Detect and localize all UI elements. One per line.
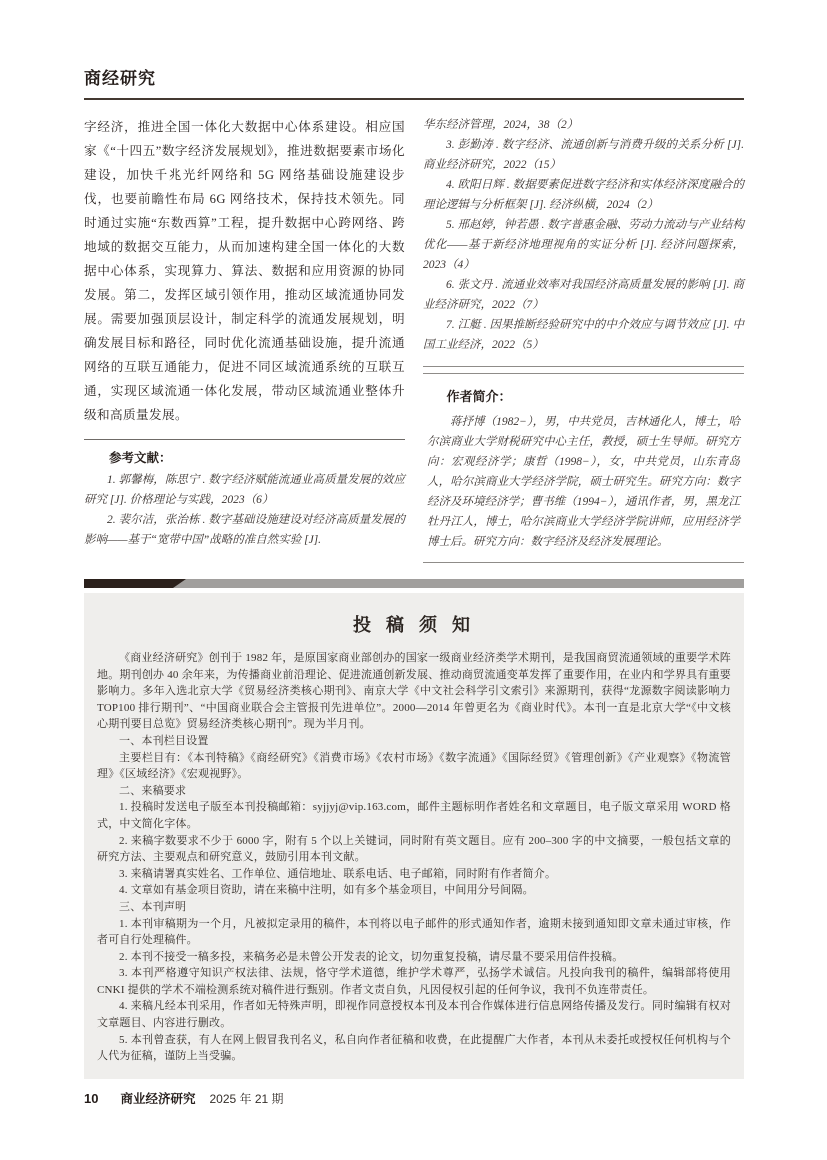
page-number: 10 [84,1091,99,1106]
reference-continuation: 华东经济管理，2024，38（2） [423,119,579,131]
notice-section-paragraphs [97,750,731,783]
author-box-bottom-rule [423,562,744,563]
references-divider [84,439,405,440]
notice-box [84,593,744,1079]
issue-label: 2025 年 21 期 [209,1092,284,1106]
notice-paragraph: 4. 来稿凡经本刊采用，作者如无特殊声明，即视作同意授权本刊及本刊合作媒体进行信息网络传播及发行。同时编辑有权对文章题目、内容进行删改。 [97,1000,731,1030]
notice-section-paragraphs [97,799,731,899]
author-box-top-rule [423,366,744,374]
notice-paragraph: 2. 来稿字数要求不少于 6000 字，附有 5 个以上关键词，同时附有英文题目。应有 200–300 字的中文摘要，一般包括文章的研究方法、主要观点和研究意义，鼓励引用本刊文献。 [97,834,731,864]
page-content [84,64,744,1079]
notice-paragraph: 3. 本刊严格遵守知识产权法律、法规，恪守学术道德，维护学术尊严，弘扬学术诚信。凡投向我刊的稿件，编辑部将使用 CNKI 提供的学术不端检测系统对稿件进行甄别。作者文责自负，凡因侵权引起的任何争议，我刊不负连带责任。 [97,967,731,996]
references-list-right [423,135,744,355]
article-columns [84,115,744,563]
notice-paragraph: 3. 来稿请署真实姓名、工作单位、通信地址、联系电话、电子邮箱，同时附有作者简介。 [119,867,557,880]
page-header [84,64,744,100]
reference-item: 6. 张文丹 . 流通业效率对我国经济高质量发展的影响 [J]. 商业经济研究，2022（7） [423,279,744,311]
notice-paragraph: 4. 文章如有基金项目资助，请在来稿中注明，如有多个基金项目，中间用分号间隔。 [119,884,534,897]
notice-paragraph: 1. 投稿时发送电子版至本刊投稿邮箱：syjjyj@vip.163.com，邮件主题标明作者姓名和文章题目，电子版文章采用 WORD 格式，中文简化字体。 [97,801,731,830]
notice-intro-paragraph: 《商业经济研究》创刊于 1982 年，是原国家商业部创办的国家一级商业经济类学术期刊，是我国商贸流通领域的重要学术阵地。期刊创办 40 余年来，为传播商业前沿理论、促进流通创新发展、推动商贸流通变革发挥了重要作用，在业内和学界具有重要影响力。多年入选北京大学《贸易经济类核心期刊》、南京大学《中文社会科学引文索引》来源期刊，获得“龙源数字阅读影响力 TOP100 排行期刊”、“中国商业联合会主管报刊先进单位”。2000—2014 年曾更名为《商业时代》。本刊一直是北京大学“《中文核心期刊要目总览》贸易经济类核心期刊”。现为半月刊。 [97,652,731,731]
notice-paragraph: 5. 本刊曾查获，有人在网上假冒我刊名义，私自向作者征稿和收费，在此提醒广大作者，本刊从未委托或授权任何机构与个人代为征稿，谨防上当受骗。 [97,1033,731,1063]
reference-item: 5. 邢赵婷，钟若愚 . 数字普惠金融、劳动力流动与产业结构优化——基于新经济地理视角的实证分析 [J]. 经济问题探索，2023（4） [423,219,744,271]
reference-item: 7. 江艇 . 因果推断经验研究中的中介效应与调节效应 [J]. 中国工业经济，2022（5） [423,319,744,351]
notice-section-paragraphs [97,916,731,1065]
notice-section-heading: 二、来稿要求 [119,784,187,797]
notice-section-heading: 一、本刊栏目设置 [119,734,209,747]
submission-notice-section [84,579,744,1079]
reference-item: 3. 彭勤涛 . 数字经济、流通创新与消费升级的关系分析 [J]. 商业经济研究，2022（15） [423,139,744,171]
journal-name: 商业经济研究 [120,1092,196,1106]
notice-decor-bar [84,579,744,588]
notice-section [97,899,731,1065]
notice-section [97,733,731,783]
notice-paragraph: 2. 本刊不接受一稿多投，来稿务必是未曾公开发表的论文，切勿重复投稿，请尽量不要采用信件投稿。 [119,950,624,963]
reference-item: 4. 欧阳日辉 . 数据要素促进数字经济和实体经济深度融合的理论逻辑与分析框架 [J]. 经济纵横，2024（2） [423,179,744,211]
notice-paragraph: 主要栏目有：《本刊特稿》《商经研究》《消费市场》《农村市场》《数字流通》《国际经贸》《管理创新》《产业观察》《物流管理》《区域经济》《宏观视野》。 [97,751,731,781]
right-column [423,115,744,563]
article-paragraph: 字经济，推进全国一体化大数据中心体系建设。相应国家《“十四五”数字经济发展规划》，推进数据要素市场化建设，加快千兆光纤网络和 5G 网络基础设施建设步伐，也要前瞻性布局 6G 网络技术，保持技术领先。同时通过实施“东数西算”工程，提升数据中心跨网络、跨地域的数据交互能力，从而加速构建全国一体化的大数据中心体系，实现算力、算法、数据和应用资源的协同发展。第二，发挥区域引领作用，推动区域流通协同发展。需要加强顶层设计，制定科学的流通发展规划，明确发展目标和路径，同时优化流通基础设施，提升流通网络的互联互通能力，促进不同区域流通系统的互联互通，实现区域流通一体化发展，带动区域流通业整体升级和高质量发展。 [84,120,405,422]
notice-section [97,783,731,899]
notice-decor-dark-segment [84,579,186,588]
column-header-title: 商经研究 [84,64,744,100]
notice-paragraph: 1. 本刊审稿期为一个月，凡被拟定录用的稿件，本刊将以电子邮件的形式通知作者，逾期未接到通知即文章未通过审核，作者可自行处理稿件。 [97,917,731,947]
reference-item: 1. 郭馨梅，陈思宁 . 数字经济赋能流通业高质量发展的效应研究 [J]. 价格理论与实践，2023（6） [84,474,405,506]
reference-item: 2. 裴尔洁，张治栋 . 数字基础设施建设对经济高质量发展的影响——基于“宽带中国”战略的准自然实验 [J]. [84,514,405,546]
notice-sections [97,733,731,1065]
references-heading: 参考文献： [109,451,172,465]
author-bio-text: 蒋抒博（1982−），男，中共党员，吉林通化人，博士，哈尔滨商业大学财税研究中心主任，教授，硕士生导师。研究方向：宏观经济学；康哲（1998−），女，中共党员，山东青岛人，哈尔滨商业大学经济学院，硕士研究生。研究方向：数字经济及环境经济学；曹书维（1994−），通讯作者，男，黑龙江牡丹江人，博士，哈尔滨商业大学经济学院讲师，应用经济学博士后。研究方向：数字经济及经济发展理论。 [427,416,740,548]
author-bio-heading: 作者简介： [446,389,512,404]
references-list-left [84,470,405,550]
notice-title: 投 稿 须 知 [352,615,475,635]
left-column [84,115,405,550]
notice-section-heading: 三、本刊声明 [119,900,187,913]
page-footer [84,1089,284,1107]
author-bio-box [423,374,744,562]
